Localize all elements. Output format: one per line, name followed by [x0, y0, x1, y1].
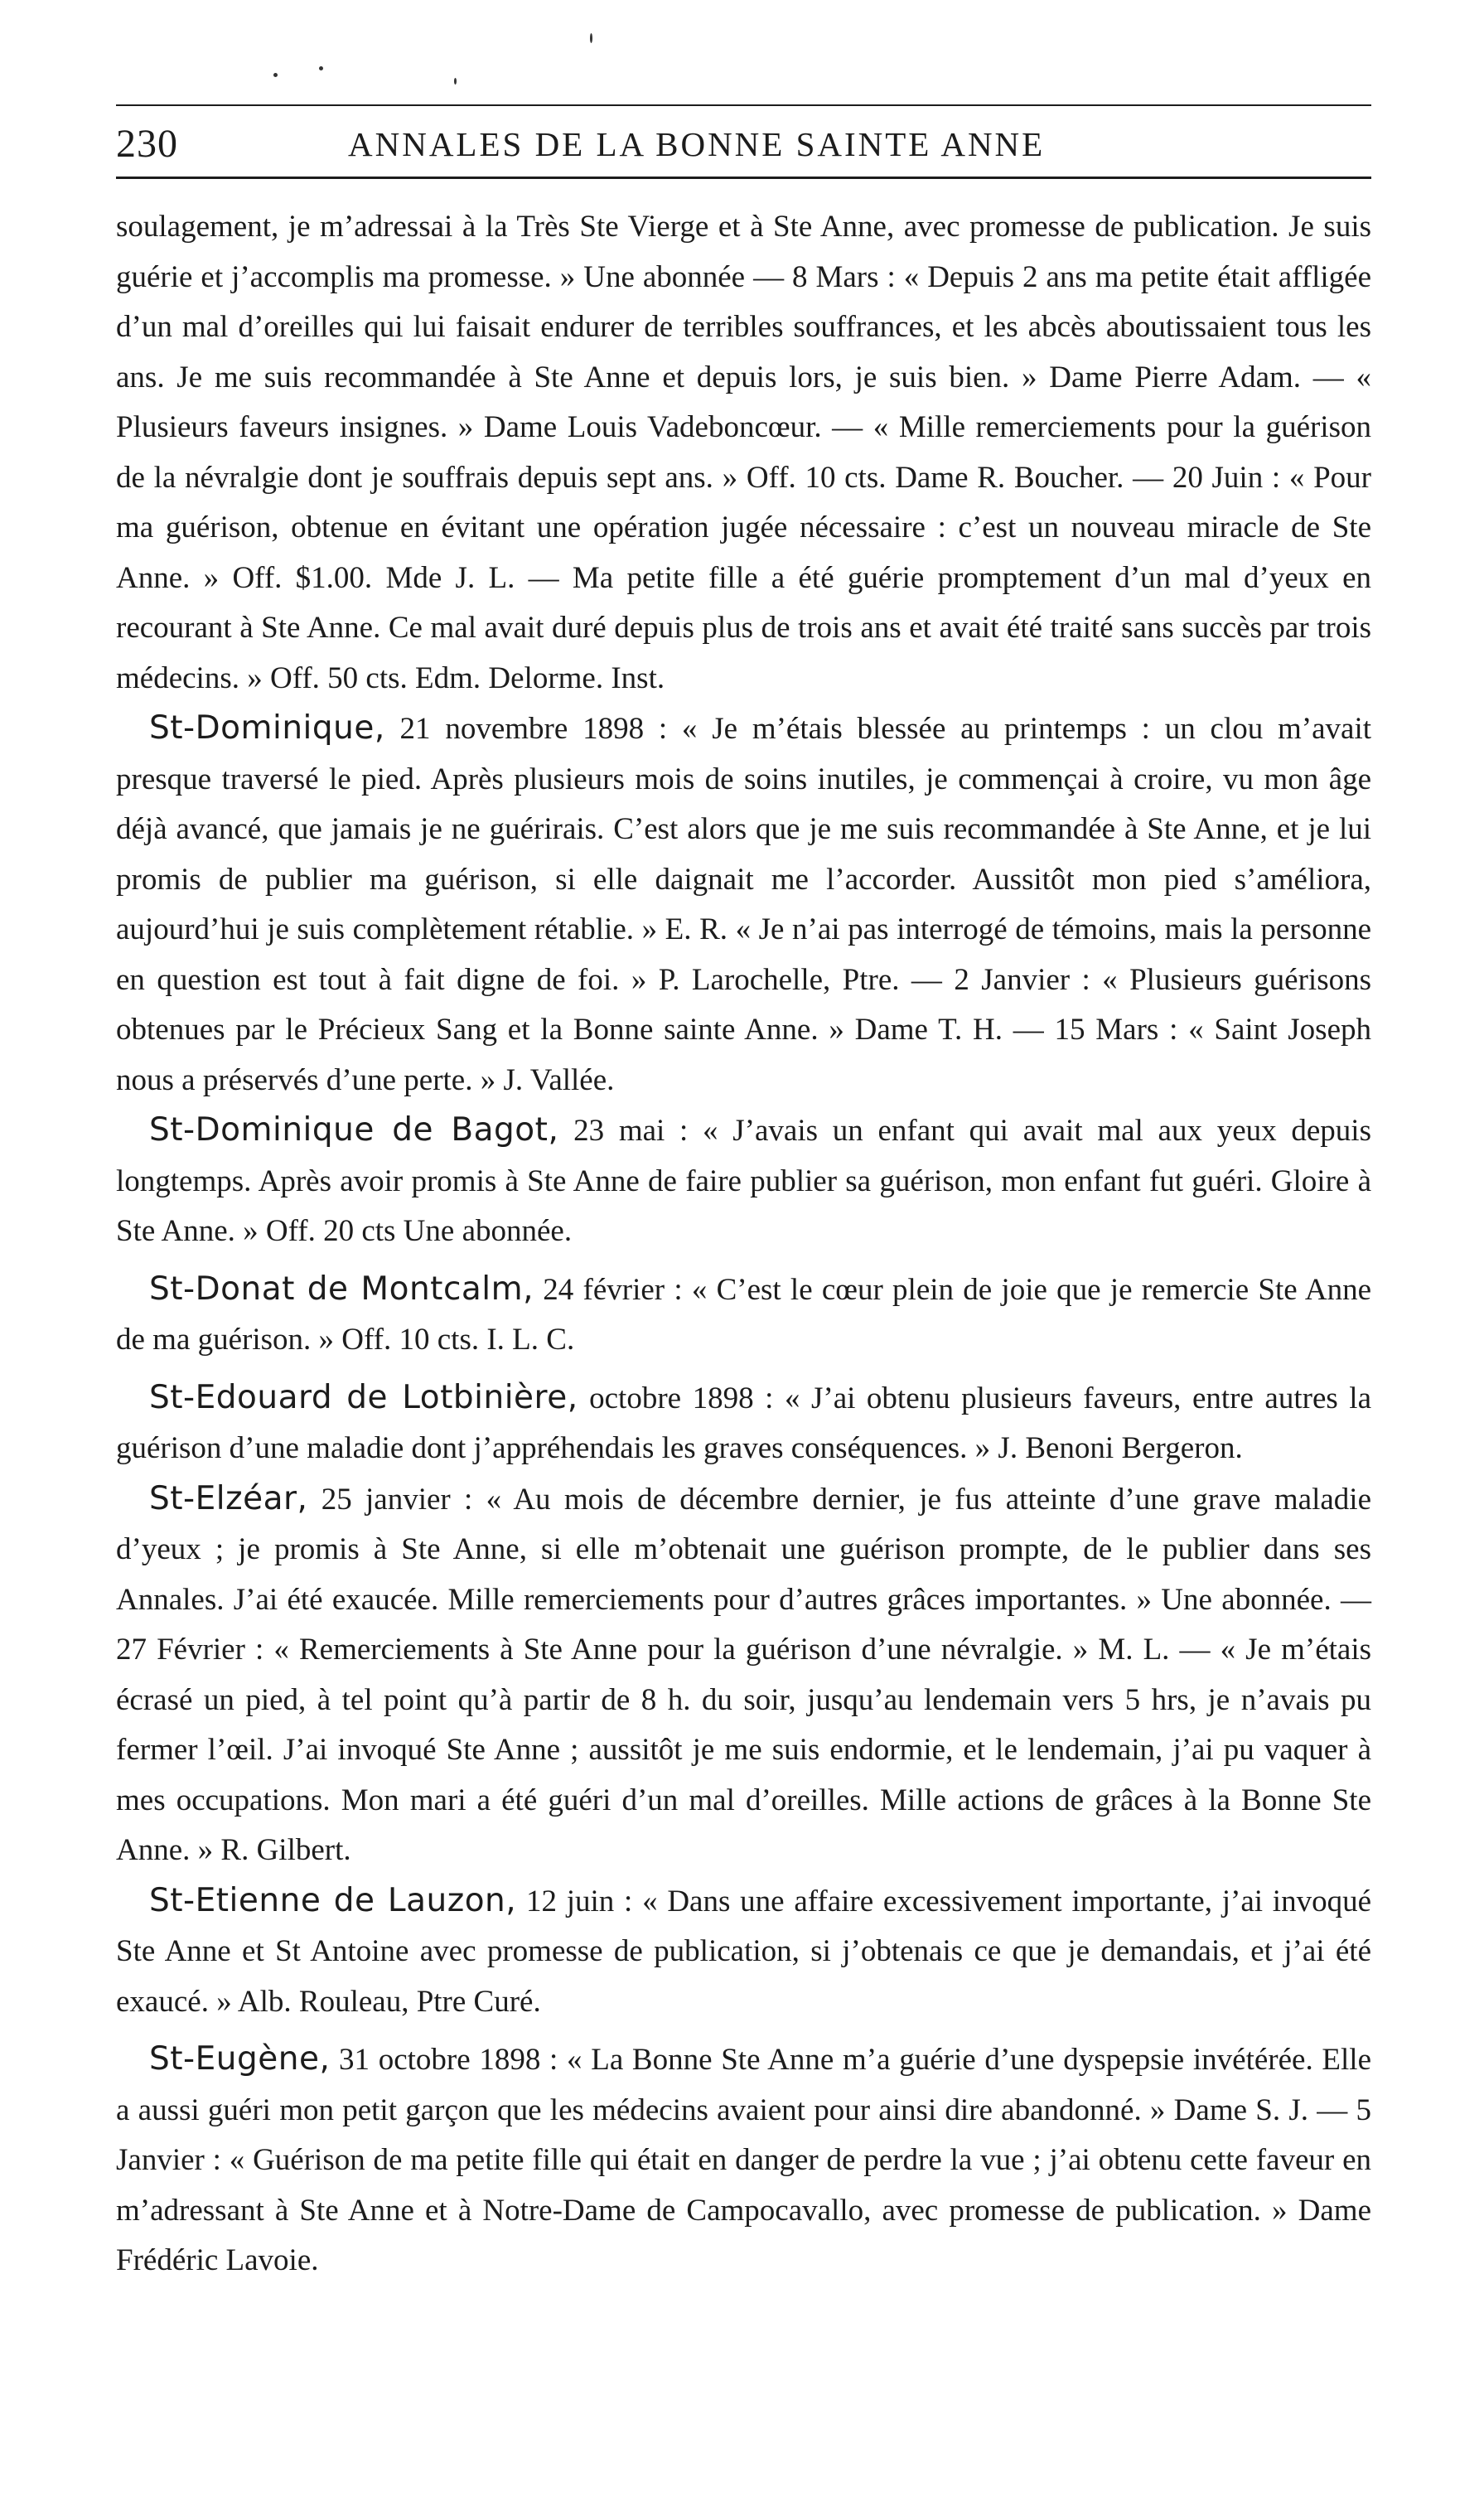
place-heading: St-Elzéar, — [149, 1479, 308, 1517]
entry-text: 25 janvier : « Au mois de décembre dernier, je fus atteinte d’une grave maladie d’yeux ; je promis à Ste Anne, si elle m’obtenait une guérison prompte, de le publier dans ses Annales. J’ai été exaucée. Mille remerciements pour d’autres grâces importantes. » Une abonnée. — 27 Février : « Remerciements à Ste Anne pour la guérison d’une névralgie. » M. L. — « Je m’étais écrasé un pied, à tel point qu’à partir de 8 h. du soir, jusqu’au lendemain vers 5 hrs, je n’avais pu fermer l’œil. J’ai invoqué Ste Anne ; aussitôt je me suis endormie, et le lendemain, j’ai pu vaquer à mes occupations. Mon mari a été guéri d’un mal d’oreilles. Mille actions de grâces à la Bonne Ste Anne. » R. Gilbert. — [116, 1482, 1371, 1867]
entry-st-dominique — [116, 704, 1371, 1106]
running-title: ANNALES DE LA BONNE SAINTE ANNE — [348, 125, 1046, 163]
entry-st-edouard-de-lotbiniere — [116, 1373, 1371, 1474]
place-heading: St-Eugène, — [149, 2040, 331, 2078]
entry-st-elzear — [116, 1474, 1371, 1876]
entry-st-donat-de-montcalm — [116, 1265, 1371, 1366]
scan-speck — [273, 73, 278, 77]
header-top-rule — [116, 104, 1371, 106]
entry-text: octobre 1898 : « J’ai obtenu plusieurs faveurs, entre autres la guérison d’une maladie dont j’appréhendais les graves conséquences. » J. Benoni Bergeron. — [116, 1381, 1371, 1465]
entry-text: 12 juin : « Dans une affaire excessivement importante, j’ai invoqué Ste Anne et St Antoine avec promesse de publication, si j’obtenais ce que je demandais, et j’ai été exaucé. » Alb. Rouleau, Ptre Curé. — [116, 1884, 1372, 2019]
entry-st-etienne-de-lauzon — [116, 1876, 1371, 2028]
page-header — [116, 116, 1371, 172]
scan-speck — [590, 33, 592, 43]
paragraph-continuation — [116, 202, 1371, 704]
place-heading: St-Edouard de Lotbinière, — [149, 1378, 578, 1416]
place-heading: St-Donat de Montcalm, — [149, 1270, 534, 1308]
page-body — [116, 202, 1371, 2286]
place-heading: St-Etienne de Lauzon, — [149, 1881, 517, 1919]
entry-text: 23 mai : « J’avais un enfant qui avait mal aux yeux depuis longtemps. Après avoir promis à Ste Anne de faire publier sa guérison, mon enfant fut guéri. Gloire à Ste Anne. » Off. 20 cts Une abonnée. — [116, 1114, 1371, 1248]
scan-speck — [319, 66, 323, 70]
scan-speck — [454, 78, 457, 85]
paragraph-text: soulagement, je m’adressai à la Très Ste Vierge et à Ste Anne, avec promesse de publication. Je suis guérie et j’accomplis ma promesse. » Une abonnée — 8 Mars : « Depuis 2 ans ma petite était affligée d’un mal d’oreilles qui lui faisait endurer de terribles souffrances, et les abcès aboutissaient tous les ans. Je me suis recommandée à Ste Anne et depuis lors, je suis bien. » Dame Pierre Adam. — « Plusieurs faveurs insignes. » Dame Louis Vadeboncœur. — « Mille remerciements pour la guérison de la névralgie dont je souffrais depuis sept ans. » Off. 10 cts. Dame R. Boucher. — 20 Juin : « Pour ma guérison, obtenue en évitant une opération jugée nécessaire : c’est un nouveau miracle de Ste Anne. » Off. $1.00. Mde J. L. — Ma petite fille a été guérie promptement d’un mal d’yeux en recourant à Ste Anne. Ce mal avait duré depuis plus de trois ans et avait été traité sans succès par trois médecins. » Off. 50 cts. Edm. Delorme. Inst. — [116, 210, 1371, 695]
entry-text: 24 février : « C’est le cœur plein de joie que je remercie Ste Anne de ma guérison. » Off. 10 cts. I. L. C. — [116, 1272, 1371, 1357]
entry-text: 31 octobre 1898 : « La Bonne Ste Anne m’a guérie d’une dyspepsie invétérée. Elle a aussi guéri mon petit garçon que les médecins avaient pour ainsi dire abandonné. » Dame S. J. — 5 Janvier : « Guérison de ma petite fille qui était en danger de perdre la vue ; j’ai obtenu cette faveur en m’adressant à Ste Anne et à Notre-Dame de Campocavallo, avec promesse de publication. » Dame Frédéric Lavoie. — [116, 2043, 1371, 2277]
header-bottom-rule — [116, 177, 1371, 179]
place-heading: St-Dominique, — [149, 709, 385, 747]
page-number: 230 — [116, 122, 178, 166]
entry-text: 21 novembre 1898 : « Je m’étais blessée au printemps : un clou m’avait presque traversé le pied. Après plusieurs mois de soins inutiles, je commençai à croire, vu mon âge déjà avancé, que jamais je ne guérirais. C’est alors que je me suis recommandée à Ste Anne, et je lui promis de publier ma guérison, si elle daignait me l’accorder. Aussitôt mon pied s’améliora, aujourd’hui je suis complètement rétablie. » E. R. « Je n’ai pas interrogé de témoins, mais la personne en question est tout à fait digne de foi. » P. Larochelle, Ptre. — 2 Janvier : « Plusieurs guérisons obtenues par le Précieux Sang et la Bonne sainte Anne. » Dame T. H. — 15 Mars : « Saint Joseph nous a préservés d’une perte. » J. Vallée. — [116, 712, 1371, 1097]
place-heading: St-Dominique de Bagot, — [149, 1111, 559, 1149]
entry-st-dominique-de-bagot — [116, 1106, 1371, 1257]
entry-st-eugene — [116, 2034, 1371, 2286]
